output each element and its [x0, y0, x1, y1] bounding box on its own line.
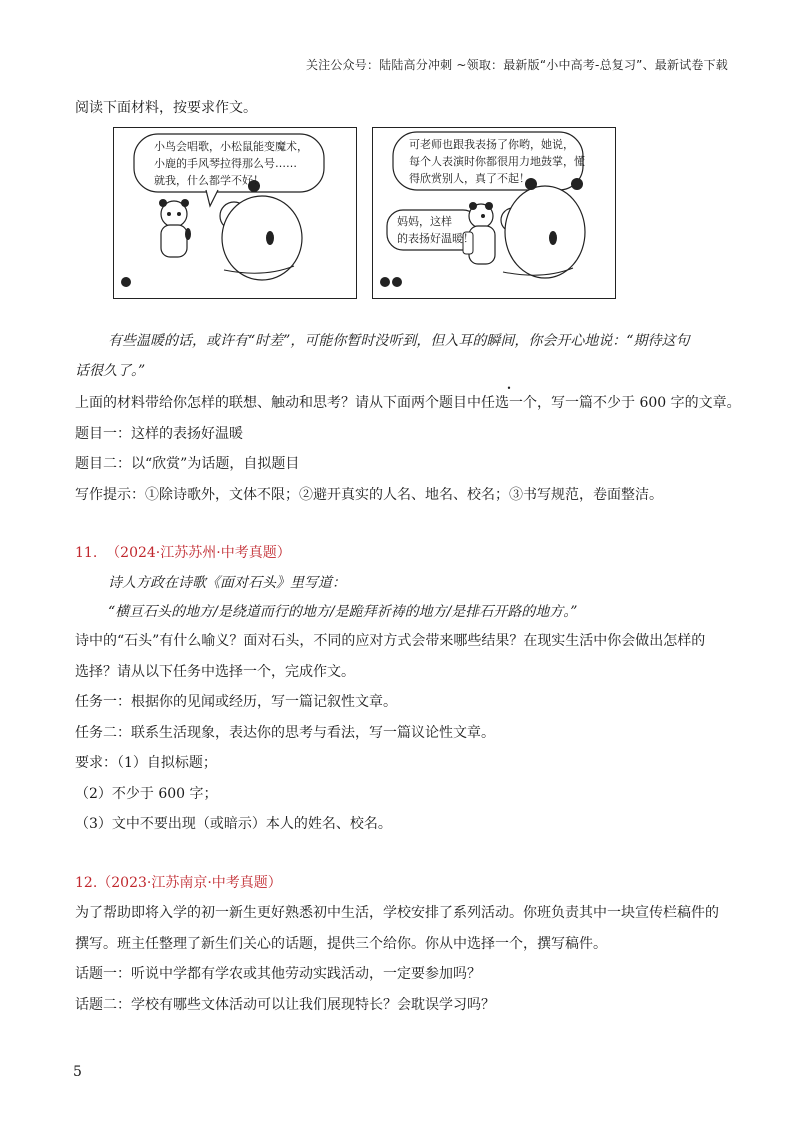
comic1-bubble-line: 小鸟会唱歌，小松鼠能变魔术，	[154, 140, 308, 153]
page-number: 5	[73, 1064, 82, 1080]
quote-line: 话很久了。”	[75, 363, 146, 379]
intro-text: 阅读下面材料，按要求作文。	[75, 100, 257, 116]
task-two: 任务二：联系生活现象，表达你的思考与看法，写一篇议论性文章。	[75, 725, 495, 741]
comic2-bubble-line: 得欣赏别人，真了不起！	[409, 172, 530, 185]
q12-text-line: 为了帮助即将入学的初一新生更好熟悉初中生活，学校安排了系列活动。你班负责其中一块宣传栏稿件的	[75, 905, 719, 921]
requirement-1: 要求：（1）自拟标题；	[75, 755, 217, 771]
q12-text-line: 撰写。班主任整理了新生们关心的话题，提供三个给你。你从中选择一个，撰写稿件。	[75, 936, 607, 952]
q11-question-line: 诗中的“石头”有什么喻义？面对石头，不同的应对方式会带来哪些结果？在现实生活中你会做出怎样的	[75, 633, 706, 649]
topic-one: 题目一：这样的表扬好温暖	[75, 426, 243, 442]
prompt-emphasis: 任选一个	[481, 395, 537, 411]
writing-tips: 写作提示：①除诗歌外，文体不限；②避开真实的人名、地名、校名；③书写规范，卷面整洁。	[75, 487, 663, 503]
poem-quote: “横亘石头的地方/是绕道而行的地方/是跪拜祈祷的地方/是排石开路的地方。”	[108, 604, 578, 620]
q11-heading	[75, 542, 291, 562]
comic2-bubble-line: 每个人表演时你都很用力地鼓掌，懂	[409, 155, 585, 168]
task-one: 任务一：根据你的见闻或经历，写一篇记叙性文章。	[75, 694, 397, 710]
topic-two: 题目二：以“欣赏”为话题，自拟题目	[75, 456, 300, 472]
quote-line: 有些温暖的话，或许有“时差”，可能你暂时没听到，但入耳的瞬间，你会开心地说：“期待这句	[108, 333, 690, 349]
comic-panel-2	[372, 127, 616, 299]
prompt-after: ，写一篇不少于 600 字的文章。	[537, 395, 741, 411]
comic2-small-bubble-line: 妈妈，这样	[397, 215, 452, 228]
comic2-bubble-text	[409, 136, 585, 187]
q12-topic-one: 话题一：听说中学都有学农或其他劳动实践活动，一定要参加吗？	[75, 966, 481, 982]
q12-heading: 12.（2023·江苏南京·中考真题）	[75, 875, 282, 891]
comic1-bubble-text	[154, 138, 308, 189]
prompt-text	[75, 392, 741, 412]
comic1-bubble-line: 就我，什么都学不好！	[154, 174, 264, 187]
comic-panel-1	[113, 127, 357, 299]
requirement-3: （3）文中不要出现（或暗示）本人的姓名、校名。	[75, 816, 392, 832]
comic2-small-bubble-line: 的表扬好温暖！	[397, 232, 474, 245]
q11-number: 11.	[75, 545, 98, 561]
poem-intro: 诗人方政在诗歌《面对石头》里写道：	[108, 575, 346, 591]
comic1-bubble-line: 小鹿的手风琴拉得那么号……	[154, 157, 297, 170]
page-header: 关注公众号：陆陆高分冲刺 ~领取：最新版“小中高考-总复习”、最新试卷下载	[305, 58, 728, 72]
q11-question-line: 选择？请从以下任务中选择一个，完成作文。	[75, 664, 355, 680]
comic2-small-bubble-text	[397, 213, 474, 247]
q11-source: （2024·江苏苏州·中考真题）	[106, 545, 291, 561]
requirement-2: （2）不少于 600 字；	[75, 786, 218, 802]
q12-topic-two: 话题二：学校有哪些文体活动可以让我们展现特长？会耽误学习吗？	[75, 997, 495, 1013]
prompt-before: 上面的材料带给你怎样的联想、触动和思考？请从下面两个题目中	[75, 395, 481, 411]
comic2-bubble-line: 可老师也跟我表扬了你哟，她说，	[409, 138, 574, 151]
